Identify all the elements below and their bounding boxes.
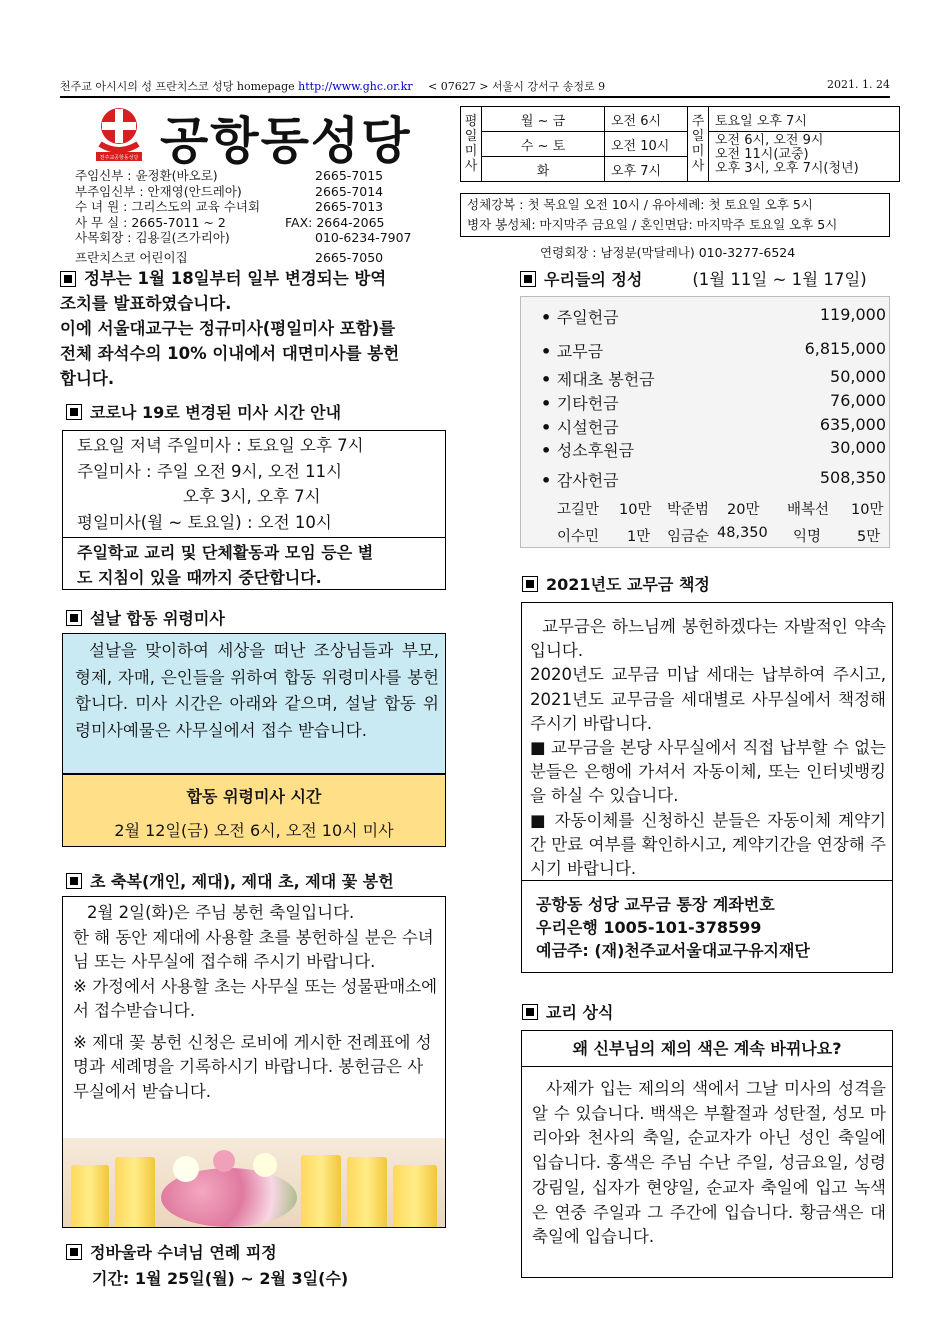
homepage-link[interactable]: http://www.ghc.or.kr	[298, 80, 413, 93]
bullet-square-icon	[66, 404, 82, 420]
logo-caption: 천주교공항동성당	[99, 155, 139, 161]
offering-section-title: 우리들의 정성 (1월 11일 ~ 1월 17일)	[520, 266, 867, 290]
offering-row: • 교무금 6,815,000	[541, 339, 886, 362]
doctrine-question: 왜 신부님의 제의 색은 계속 바뀌나요?	[521, 1030, 893, 1067]
bullet-square-icon	[60, 271, 76, 287]
bullet-square-icon	[522, 1004, 538, 1020]
weekday-mass-label: 평 일 미 사	[461, 107, 482, 182]
sacrament-info-box: 성체강복 : 첫 목요일 오전 10시 / 유아세례: 첫 토요일 오후 5시 병자 봉성체: 마지막주 금요일 / 혼인면담: 마지막주 토요일 오후 5시	[460, 193, 890, 237]
bullet-square-icon	[66, 610, 82, 626]
seollal-section-title: 설날 합동 위령미사	[66, 606, 225, 629]
fee-section-title: 2021년도 교무금 책정	[522, 572, 710, 595]
covid-suspension-notice: 주일학교 교리 및 단체활동과 모임 등은 별 도 지침이 있을 때까지 중단합니다.	[63, 537, 445, 592]
bank-account-info: 공항동 성당 교무금 통장 계좌번호 우리은행 1005-101-378599 예금주: (재)천주교서울대교구유지재단	[522, 880, 892, 962]
sunday-mass-label: 주 일 미 사	[688, 107, 709, 182]
offering-row: • 제대초 봉헌금 50,000	[541, 367, 886, 390]
seollal-time-box: 합동 위령미사 시간 2월 12일(금) 오전 6시, 오전 10시 미사	[62, 774, 446, 847]
fee-info-box: 교무금은 하느님께 봉헌하겠다는 자발적인 약속입니다. 2020년도 교무금 미납 세대는 납부하여 주시고, 2021년도 교무금을 세대별로 사무실에서 책정해 주시기 바랍니다. ■ 교무금을 본당 사무실에서 직접 납부할 수 없는 분들은 은행에 가셔서 자동이체, 또는 인터넷뱅킹을 하실 수 있습니다. ■ 자동이체를 신청하신 분들은 자동이체 계약기간 만료 여부를 확인하시고, 계약기간을 연장해 주시기 바랍니다. 공항동 성당 교무금 통장 계좌번호 우리은행 1005-101-378599 예금주: (재)천주교서울대교구유지재단	[521, 602, 893, 973]
mass-schedule-table: 평 일 미 사 월 ~ 금 오전 6시 주 일 미 사 토요일 오후 7시 수 ~ 토 오전 10시 오전 6시, 오전 9시 오전 11시(교중) 오후 3시, 오후 7시(청년) 화 오후 7시	[460, 106, 900, 182]
retreat-notice: 정바울라 수녀님 연례 피정 기간: 1월 25일(월) ~ 2월 3일(수)	[66, 1240, 348, 1292]
offering-row: • 감사헌금 508,350	[541, 468, 886, 491]
sunday-mass-times: 오전 6시, 오전 9시 오전 11시(교중) 오후 3시, 오후 7시(청년)	[709, 132, 900, 182]
bullet-square-icon	[66, 873, 82, 889]
doctrine-answer-box: 사제가 입는 제의의 색에서 그날 미사의 성격을 알 수 있습니다. 백색은 부활절과 성탄절, 성모 마리아와 천사의 축일, 순교자가 아닌 성인 축일에 입습니다. 홍색은 주님 수난 주일, 성금요일, 성령강림일, 십자가 현양일, 순교자 축일에 입고 녹색은 연중 주일과 그 주간에 입습니다. 황금색은 대축일에 입습니다.	[521, 1067, 893, 1278]
candle-section-title: 초 축복(개인, 제대), 제대 초, 제대 꽃 봉헌	[66, 869, 394, 892]
council-contact: 연령회장 : 남정분(막달레나) 010-3277-6524	[540, 245, 796, 260]
bullet-square-icon	[520, 271, 536, 287]
parish-logo-icon	[90, 104, 148, 162]
header-parish-info: 천주교 아시시의 성 프란치스코 성당 homepage	[60, 80, 295, 93]
header-address: < 07627 > 서울시 강서구 송정로 9	[428, 80, 606, 93]
parish-title: 공항동성당	[160, 112, 412, 170]
offering-row: • 기타헌금 76,000	[541, 391, 886, 414]
covid-section-title: 코로나 19로 변경된 미사 시간 안내	[66, 400, 341, 423]
bullet-square-icon	[522, 576, 538, 592]
bullet-square-icon	[66, 1244, 82, 1260]
offering-row: • 시설헌금 635,000	[541, 415, 886, 438]
header-info-line	[60, 78, 890, 94]
seollal-info-box: 설날을 맞이하여 세상을 떠난 조상님들과 부모, 형제, 자매, 은인들을 위하여 합동 위령미사를 봉헌합니다. 미사 시간은 아래와 같으며, 설날 합동 위령미사예물은 사무실에서 접수 받습니다.	[62, 633, 446, 774]
candle-info-box: 2월 2일(화)은 주님 봉헌 축일입니다. 한 해 동안 제대에 사용할 초를 봉헌하실 분은 수녀님 또는 사무실에 접수해 주시기 바랍니다. ※ 가정에서 사용할 초는 사무실 또는 성물판매소에서 접수받습니다. ※ 제대 꽃 봉헌 신청은 로비에 게시한 전례표에 성명과 세례명을 기록하시기 바랍니다. 봉헌금은 사무실에서 받습니다.	[62, 896, 446, 1228]
offering-row: • 주일헌금 119,000	[541, 305, 886, 328]
header-rule	[60, 96, 890, 98]
issue-date: 2021. 1. 24	[827, 78, 890, 91]
offering-row: • 성소후원금 30,000	[541, 438, 886, 461]
covid-mass-box: 토요일 저녁 주일미사 : 토요일 오후 7시 주일미사 : 주일 오전 9시, 오전 11시 오후 3시, 오후 7시 평일미사(월 ~ 토요일) : 오전 10시 주일학교 교리 및 단체활동과 모임 등은 별 도 지침이 있을 때까지 중단합니다.	[62, 430, 446, 590]
altar-candles-flowers-image	[63, 1138, 445, 1227]
doctrine-section-title: 교리 상식	[522, 1000, 613, 1023]
government-notice: 정부는 1월 18일부터 일부 변경되는 방역 조치를 발표하였습니다. 이에 서울대교구는 정규미사(평일미사 포함)를 전체 좌석수의 10% 이내에서 대면미사를 봉헌 합니다.	[60, 269, 400, 388]
offering-box: • 주일헌금 119,000 • 교무금 6,815,000 • 제대초 봉헌금 50,000 • 기타헌금 76,000 • 시설헌금 635,000 • 성소후원금 30,000 • 감사헌금 508,350 고길만 10만 박준범 20만 배복선 10만 이수민 1만 임금순 48,350 익명 5만	[520, 296, 890, 548]
